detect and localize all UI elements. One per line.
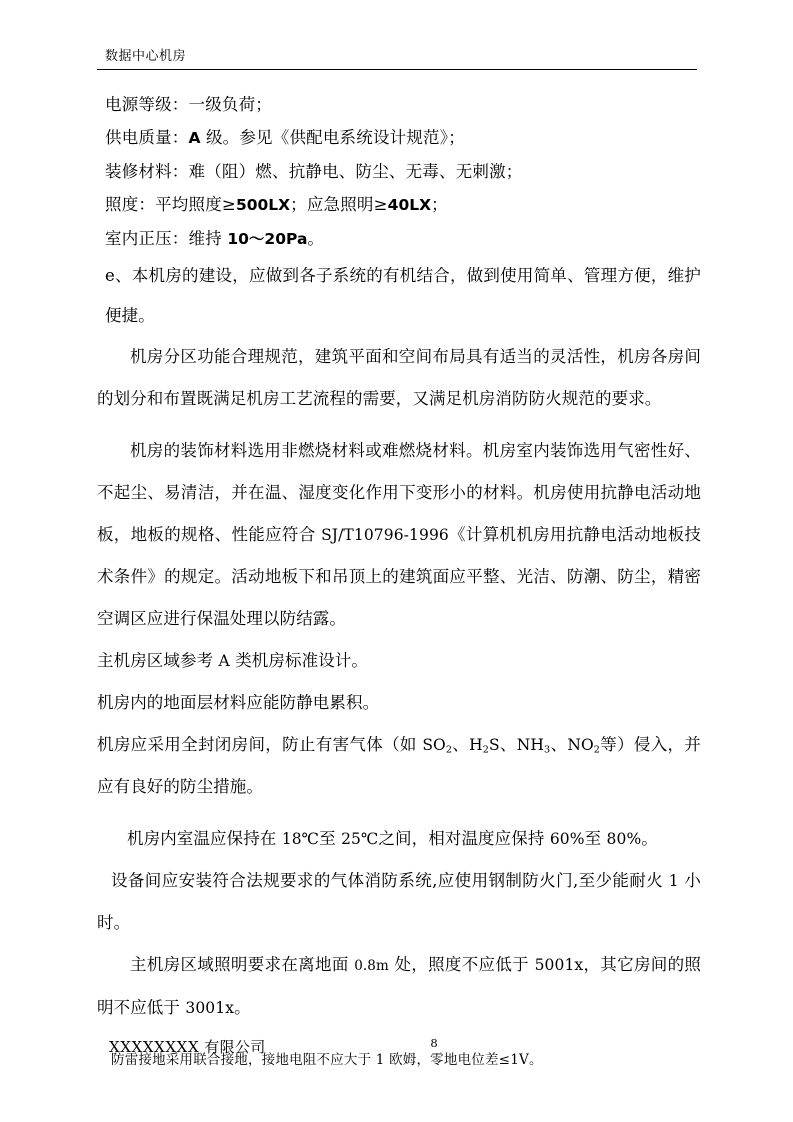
gas-formula-so2: $SO_2$ [422,736,453,756]
temperature-text-c: 之间，相对温度应保持 [378,829,550,848]
sealed-room-text-b: 等）侵入，并应有良好的防尘措施。 [97,735,701,796]
materials-text-b: 《计算机机房用抗静电活动地板技术条件》的规定。活动地板下和吊顶上的建筑面应平整、光洁、防潮、防尘，精密空调区应进行保温处理以防结露。 [97,525,702,628]
paragraph-spacer [97,420,701,430]
subscript: 2 [482,744,489,756]
spec-line-power-grade [97,88,701,121]
subscript: 3 [544,744,551,756]
paragraph-fire-system [97,860,701,944]
lighting-height: 0.8m [354,958,389,974]
spec-value-pressure-number: 10～20Pa [227,230,308,248]
main-room-class-suffix: 类机房标准设计。 [229,651,368,670]
formula-separator: 、 [550,735,568,754]
temperature-text-a: 机房内室温应保持在 [127,829,282,848]
header-title: 数据中心机房 [105,49,187,64]
page-number: 8 [430,1036,438,1050]
gas-formula-h2s: $H_2S$ [469,736,500,756]
sealed-room-text-a: 机房应采用全封闭房间，防止有害气体（如 [97,735,423,754]
paragraph-spacer [97,808,701,818]
fire-system-text-a: 设备间应安装符合法规要求的气体消防系统,应使用钢制防火门,至少能耐火 [111,871,669,890]
fire-resistance-hours: 1 [668,872,679,890]
spec-value-end: ； [431,195,448,214]
grounding-resistance-ohm: 1 [375,1052,385,1068]
gas-formula-no2: $NO_2$ [567,736,601,756]
paragraph-main-room-class [97,640,701,682]
subscript: 2 [445,744,453,756]
spec-value-emergency-number: 40LX [387,196,432,214]
temperature-text-d: 至 [584,829,607,848]
formula-separator: 、 [499,735,517,754]
paragraph-zoning: 机房分区功能合理规范，建筑平面和空间布局具有适当的灵活性，机房各房间的划分和布置既满足机房工艺流程的需要，又满足机房消防防火规范的要求。 [97,347,701,408]
grounding-text-c: 。 [528,1052,543,1068]
lighting-text-d: 。 [234,998,251,1017]
temperature-max: 25℃ [341,830,379,848]
spec-line-indoor-pressure [97,222,701,256]
spec-label: 照度： [105,195,156,214]
spec-line-decoration-material [97,155,701,188]
spec-value-ref: 级。参见《供配电系统设计规范》； [200,128,465,147]
paragraph-materials [97,430,701,640]
temperature-text-b: 至 [319,829,342,848]
company-name-masked: XXXXXXXX [109,1038,200,1056]
temperature-min: 18℃ [281,830,320,848]
lighting-main-room-lux: 5001x [534,956,584,974]
spec-value-average: 平均照度≥ [155,195,236,214]
spec-value-emergency: ；应急照明≥ [290,195,388,214]
spec-value-end: 。 [307,229,325,248]
grounding-text-a: 防雷接地采用联合接地，接地电阻不应大于 [111,1052,376,1068]
company-name-suffix: 有限公司 [199,1038,266,1056]
grounding-text-b: 欧姆，零地电位差≤ [384,1052,511,1068]
lighting-other-rooms-lux: 3001x [185,999,235,1017]
spec-label: 电源等级： [105,95,189,114]
paragraph-floor-antistatic: 机房内的地面层材料应能防静电累积。 [97,693,380,712]
formula-separator: 、 [452,735,470,754]
spec-label: 装修材料： [105,162,189,181]
spec-line-power-quality [97,121,701,155]
grounding-potential-volt: 1V [510,1052,529,1068]
paragraph-lighting [97,944,701,1029]
spec-value-prefix: 维持 [188,229,228,248]
subscript: 2 [593,744,601,756]
paragraph-sealed-room [97,724,701,808]
page-footer [97,1036,701,1057]
main-room-class-prefix: 主机房区域参考 [97,651,219,670]
document-body [97,88,701,1075]
humidity-max: 80% [606,830,642,848]
lighting-text-b: 处，照度不应低于 [388,955,535,974]
spec-value-grade: A [188,129,201,147]
header-divider [97,69,697,70]
spec-value: 一级负荷； [188,95,272,114]
temperature-text-e: 。 [641,829,658,848]
spec-line-illuminance [97,188,701,222]
paragraph-temperature-humidity [97,818,701,860]
fire-system-text-b: 小时。 [97,871,701,932]
main-room-class-letter: A [218,652,230,670]
spec-value-average-number: 500LX [235,196,291,214]
standard-number: SJ/T10796-1996 [321,526,449,544]
humidity-min: 60% [549,830,585,848]
page-header [97,48,697,70]
spec-label: 供电质量： [105,128,189,147]
lighting-text-c: ，其它房间的照明不应低于 [97,955,701,1017]
materials-text-a: 机房的装饰材料选用非燃烧材料或难燃烧材料。机房室内装饰选用气密性好、不起尘、易清洁，并在温、湿度变化作用下变形小的材料。机房使用抗静电活动地板，地板的规格、性能应符合 [97,441,701,544]
gas-formula-nh3: $NH_3$ [516,736,551,756]
paragraph-item-e: e、本机房的建设，应做到各子系统的有机结合，做到使用简单、管理方便，维护便捷。 [105,266,701,325]
spec-value: 难（阻）燃、抗静电、防尘、无毒、无刺激； [188,162,523,181]
spec-label: 室内正压： [105,229,189,248]
lighting-text-a: 主机房区域照明要求在离地面 [130,955,355,974]
